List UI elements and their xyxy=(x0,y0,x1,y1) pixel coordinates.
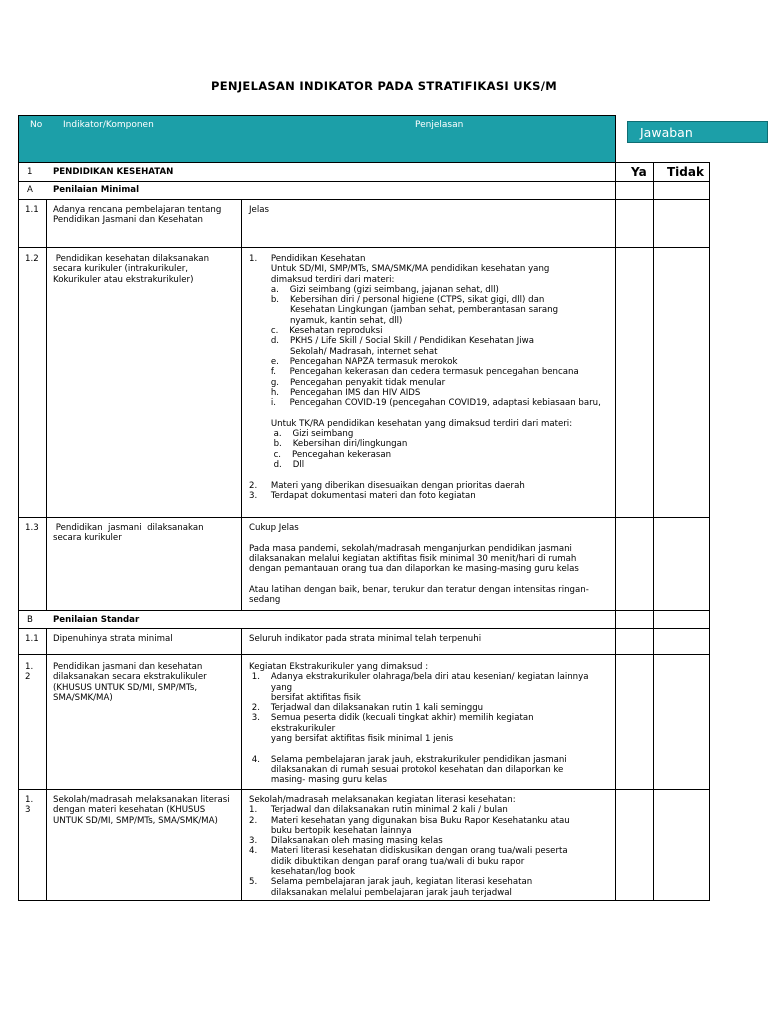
row-b-1-1-no: 1.1 xyxy=(25,634,39,644)
col-border xyxy=(615,115,616,901)
header-ya: Ya xyxy=(631,165,647,179)
row-b-1-1-penjelasan: Seluruh indikator pada strata minimal telah terpenuhi xyxy=(249,634,482,644)
header-penjelasan: Penjelasan xyxy=(415,120,464,130)
row-border xyxy=(18,247,710,248)
row-a-no: A xyxy=(27,185,33,195)
col-border xyxy=(709,162,710,901)
row-a-label: Penilaian Minimal xyxy=(53,185,140,195)
row-1-2-penjelasan: 1. Pendidikan Kesehatan Untuk SD/MI, SMP/MTs, SMA/SMK/MA pendidikan kesehatan yang dimaksud terdiri dari materi: a. Gizi seimbang (gizi seimbang, jajanan sehat, dll) b. Kebersihan diri / personal higiene (CTPS, sikat gigi, dll) dan Kesehatan Lingkungan (jamban sehat, pemberantasan sarang nyamuk, kantin sehat, dll) c. Kesehatan reproduksi d. PKHS / Life Skill / Social Skill / Pendidikan Kesehatan Jiwa Sekolah/ Madrasah, internet sehat e. Pencegahan NAPZA termasuk merokok f. Pencegahan kekerasan dan cedera termasuk pencegahan bencana g. Pencegahan penyakit tidak menular h. Pencegahan IMS dan HIV AIDS i. Pencegahan COVID-19 (pencegahan COVID19, adaptasi kebiasaan baru, Untuk TK/RA pendidikan kesehatan yang dimaksud terdiri dari materi: a. Gizi seimbang b. Kebersihan diri/lingkungan c. Pencegahan kekerasan d. Dll 2. Materi yang diberikan disesuaikan dengan prioritas daerah 3. Terdapat dokumentasi materi dan foto kegiatan xyxy=(249,254,601,501)
row-b-label: Penilaian Standar xyxy=(53,615,140,625)
header-tidak: Tidak xyxy=(667,165,704,179)
row-1-no: 1 xyxy=(27,167,33,177)
row-border xyxy=(18,789,710,790)
row-b-1-2-penjelasan: Kegiatan Ekstrakurikuler yang dimaksud : 1. Adanya ekstrakurikuler olahraga/bela diri atau kesenian/ kegiatan lainnya yang bersifat aktifitas fisik 2. Terjadwal dan dilaksanakan rutin 1 kali seminggu 3. Semua peserta didik (kecuali tingkat akhir) memilih kegiatan ekstrakurikuler yang bersifat aktifitas fisik minimal 1 jenis 4. Selama pembelajaran jarak jauh, ekstrakurikuler pendidikan jasmani dilaksanakan di rumah sesuai protokol kesehatan dan dilaporkan ke masing- masing guru kelas xyxy=(249,662,589,786)
col-border xyxy=(46,199,47,611)
col-border xyxy=(18,115,19,901)
row-1-2-indikator: Pendidikan kesehatan dilaksanakan secara kurikuler (intrakurikuler, Kokurikuler atau ekstrakurikuler) xyxy=(53,254,210,285)
row-b-no: B xyxy=(27,615,33,625)
row-b-1-1-indikator: Dipenuhinya strata minimal xyxy=(53,634,173,644)
row-1-1-no: 1.1 xyxy=(25,205,39,215)
header-indikator: Indikator/Komponen xyxy=(63,120,154,130)
document-title: PENJELASAN INDIKATOR PADA STRATIFIKASI UKS/M xyxy=(211,79,557,93)
col-border xyxy=(653,162,654,901)
row-border xyxy=(18,654,710,655)
row-border xyxy=(18,199,710,200)
row-1-2-no: 1.2 xyxy=(25,254,39,264)
col-border xyxy=(241,199,242,611)
row-b-1-3-no: 1. 3 xyxy=(25,795,34,816)
row-1-3-indikator: Pendidikan jasmani dilaksanakan secara kurikuler xyxy=(53,523,204,544)
row-border xyxy=(18,900,710,901)
row-border xyxy=(18,628,710,629)
row-border xyxy=(18,115,615,116)
row-border xyxy=(18,610,710,611)
row-1-3-penjelasan: Cukup Jelas Pada masa pandemi, sekolah/madrasah menganjurkan pendidikan jasmani dilaksanakan melalui kegiatan aktifitas fisik minimal 30 menit/hari di rumah dengan pemantauan orang tua dan dilaporkan ke masing-masing guru kelas Atau latihan dengan baik, benar, terukur dan teratur dengan intensitas ringan- sedang xyxy=(249,523,589,606)
header-no: No xyxy=(30,120,43,130)
row-b-1-3-indikator: Sekolah/madrasah melaksanakan literasi dengan materi kesehatan (KHUSUS UNTUK SD/MI, SMP/MTs, SMA/SMK/MA) xyxy=(53,795,230,826)
col-border xyxy=(46,628,47,901)
row-1-3-no: 1.3 xyxy=(25,523,39,533)
col-border xyxy=(241,628,242,901)
row-b-1-2-indikator: Pendidikan jasmani dan kesehatan dilaksanakan secara ekstrakulikuler (KHUSUS UNTUK SD/MI, SMP/MTs, SMA/SMK/MA) xyxy=(53,662,207,703)
row-b-1-2-no: 1. 2 xyxy=(25,662,34,683)
table-header xyxy=(18,115,615,162)
row-border xyxy=(18,181,710,182)
row-border xyxy=(18,162,710,163)
row-1-1-indikator: Adanya rencana pembelajaran tentang Pendidikan Jasmani dan Kesehatan xyxy=(53,205,222,226)
row-border xyxy=(18,517,710,518)
row-1-label: PENDIDIKAN KESEHATAN xyxy=(53,167,174,177)
row-1-1-penjelasan: Jelas xyxy=(249,205,269,215)
row-b-1-3-penjelasan: Sekolah/madrasah melaksanakan kegiatan literasi kesehatan: 1. Terjadwal dan dilaksanakan rutin minimal 2 kali / bulan 2. Materi kesehatan yang digunakan bisa Buku Rapor Kesehatanku atau buku bertopik kesehatan lainnya 3. Dilaksanakan oleh masing masing kelas 4. Materi literasi kesehatan didiskusikan dengan orang tua/wali peserta didik dibuktikan dengan paraf orang tua/wali di buku rapor kesehatan/log book 5. Selama pembelajaran jarak jauh, kegiatan literasi kesehatan dilaksanakan melalui pembelajaran jarak jauh terjadwal xyxy=(249,795,570,898)
header-jawaban: Jawaban xyxy=(627,121,768,143)
